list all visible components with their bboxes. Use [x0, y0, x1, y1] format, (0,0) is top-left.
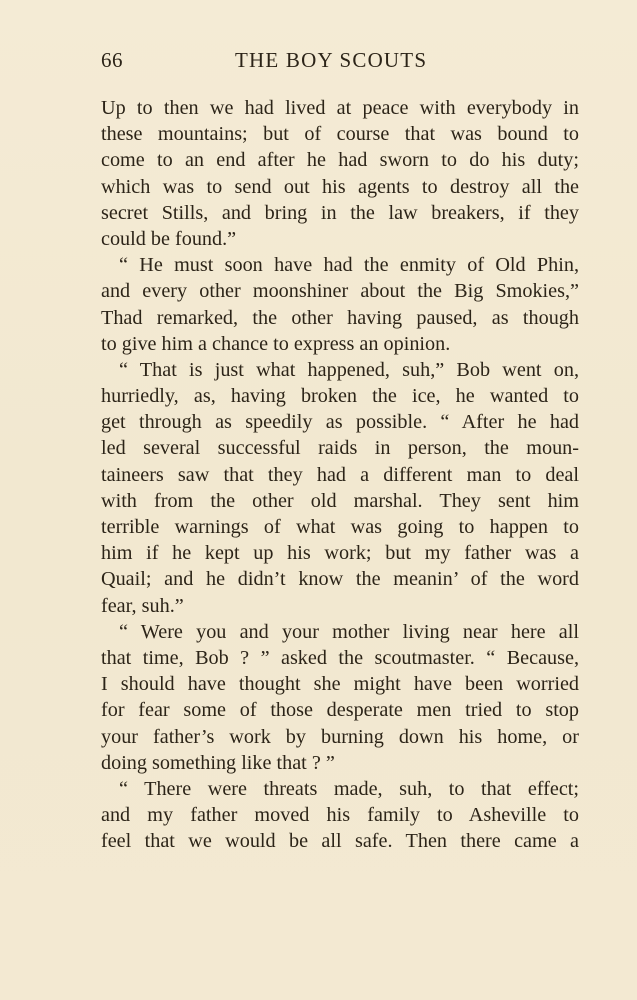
page-number: 66 — [101, 48, 123, 72]
page-header — [101, 46, 579, 76]
text-line: terrible warnings of what was going to happen to — [101, 516, 579, 538]
text-line: for fear some of those desperate men tried to stop — [101, 699, 579, 722]
text-line: Up to then we had lived at peace with everybody in — [101, 97, 579, 119]
text-line: fear, suh.” — [101, 594, 184, 617]
text-line: him if he kept up his work; but my father was a — [101, 542, 579, 565]
text-line: which was to send out his agents to destroy all the — [101, 175, 579, 198]
text-line: hurriedly, as, having broken the ice, he wanted to — [101, 385, 579, 408]
text-line: “ There were threats made, suh, to that effect; — [119, 777, 579, 800]
text-line: I should have thought she might have been worried — [101, 673, 579, 696]
text-line: that time, Bob ? ” asked the scoutmaster. “ Because, — [101, 646, 579, 669]
text-line: come to an end after he had sworn to do his duty; — [101, 149, 579, 172]
text-line: with from the other old marshal. They sent him — [101, 489, 579, 512]
text-line: and my father moved his family to Asheville to — [101, 804, 579, 827]
text-line: “ He must soon have had the enmity of Old Phin, — [119, 254, 579, 277]
text-line: led several successful raids in person, the moun- — [101, 437, 579, 460]
text-line: your father’s work by burning down his home, or — [101, 725, 579, 748]
text-line: these mountains; but of course that was bound to — [101, 123, 579, 146]
text-line: and every other moonshiner about the Big Smokies,” — [101, 280, 579, 303]
text-line: to give him a chance to express an opinion. — [101, 332, 451, 355]
text-line: get through as speedily as possible. “ After he had — [101, 411, 579, 434]
text-line: feel that we would be all safe. Then there came a — [101, 830, 579, 853]
text-line: Quail; and he didn’t know the meanin’ of the word — [101, 568, 579, 591]
running-head: THE BOY SCOUTS — [235, 48, 428, 72]
text-line: “ Were you and your mother living near here all — [119, 620, 579, 643]
text-line: could be found.” — [101, 227, 237, 250]
text-line: secret Stills, and bring in the law breakers, if they — [101, 201, 579, 224]
text-line: taineers saw that they had a different man to deal — [101, 463, 579, 486]
body-text — [101, 95, 579, 854]
text-line: Thad remarked, the other having paused, as though — [101, 306, 579, 329]
text-line: doing something like that ? ” — [101, 751, 335, 774]
text-line: “ That is just what happened, suh,” Bob went on, — [119, 358, 579, 381]
